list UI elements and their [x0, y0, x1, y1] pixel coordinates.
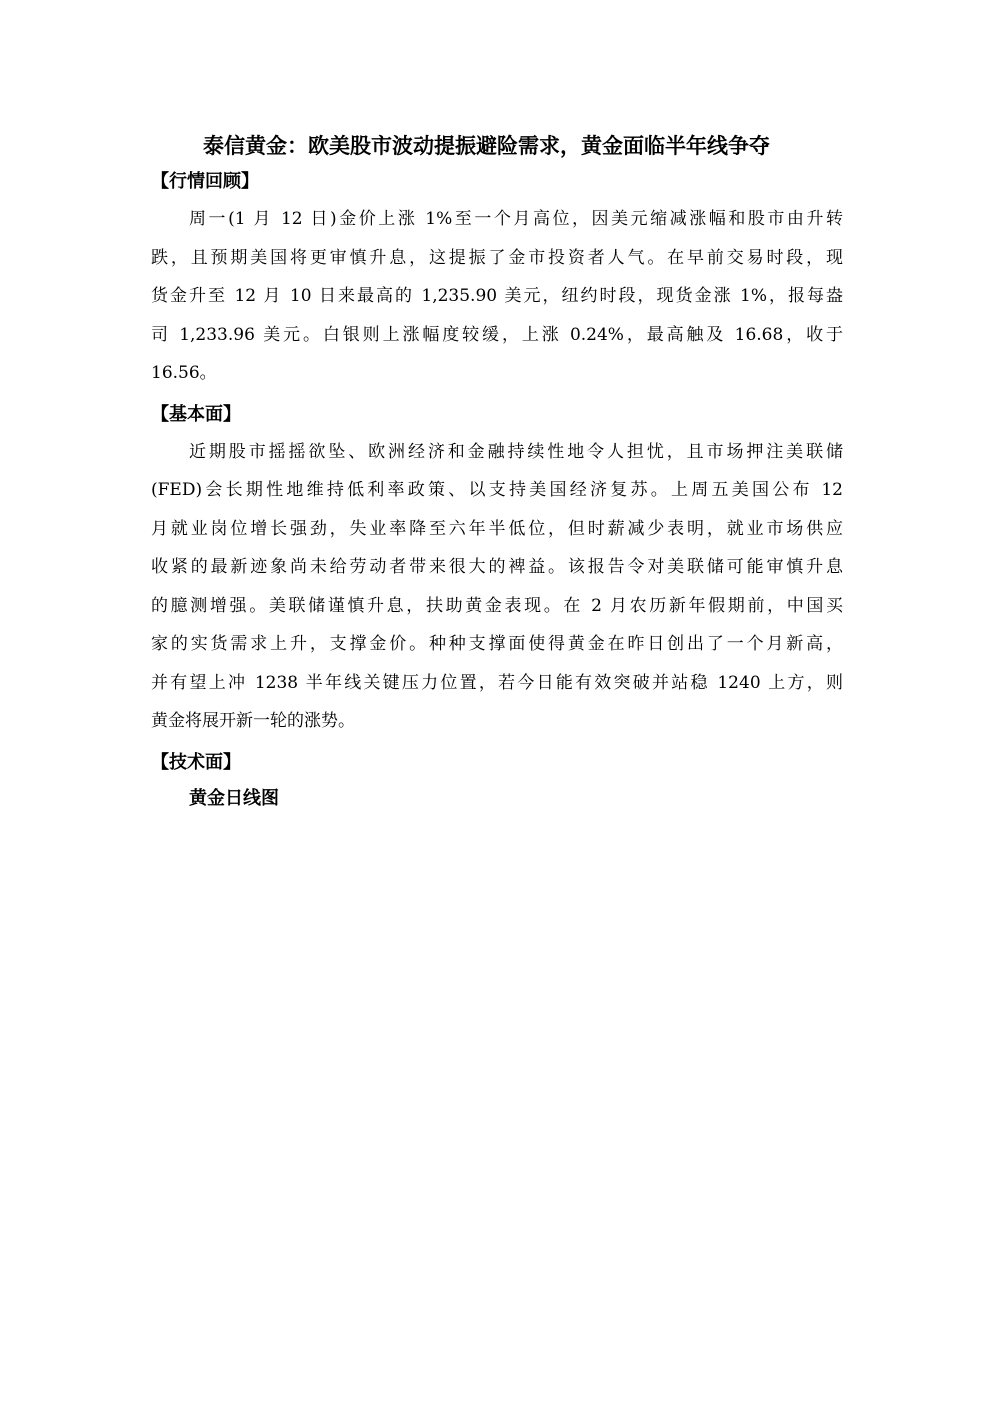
paragraph-line: 近期股市摇摇欲坠、欧洲经济和金融持续性地令人担忧，且市场押注美联储	[189, 441, 843, 462]
section-heading-market-review: 【行情回顾】	[151, 171, 259, 192]
paragraph-line: 家的实货需求上升，支撑金价。种种支撑面使得黄金在昨日创出了一个月新高，	[151, 634, 843, 654]
paragraph-line: (FED)会长期性地维持低利率政策、以支持美国经济复苏。上周五美国公布 12	[151, 480, 843, 500]
document-content	[151, 128, 843, 817]
paragraph-line: 的臆测增强。美联储谨慎升息，扶助黄金表现。在 2 月农历新年假期前，中国买	[151, 595, 843, 616]
subheading-gold-daily-chart: 黄金日线图	[189, 787, 279, 809]
paragraph-line: 月就业岗位增长强劲，失业率降至六年半低位，但时薪减少表明，就业市场供应	[151, 518, 843, 539]
paragraph-line: 跌，且预期美国将更审慎升息，这提振了金市投资者人气。在早前交易时段，现	[151, 247, 843, 268]
section-heading-technicals: 【技术面】	[151, 751, 241, 773]
paragraph-fundamentals	[151, 433, 843, 741]
document-title: 泰信黄金：欧美股市波动提振避险需求，黄金面临半年线争夺	[203, 134, 770, 158]
paragraph-line: 黄金将展开新一轮的涨势。	[151, 711, 355, 731]
section-heading-fundamentals: 【基本面】	[151, 403, 241, 425]
paragraph-line: 周一(1 月 12 日)金价上涨 1%至一个月高位，因美元缩减涨幅和股市由升转	[189, 209, 843, 229]
paragraph-market-review	[151, 200, 843, 393]
paragraph-line: 并有望上冲 1238 半年线关键压力位置，若今日能有效突破并站稳 1240 上方，则	[151, 672, 843, 693]
paragraph-line: 货金升至 12 月 10 日来最高的 1,235.90 美元，纽约时段，现货金涨 1%，报每盎	[151, 286, 843, 306]
paragraph-line: 司 1,233.96 美元。白银则上涨幅度较缓，上涨 0.24%，最高触及 16.68，收于	[151, 324, 843, 345]
paragraph-line: 16.56。	[151, 363, 217, 383]
paragraph-line: 收紧的最新迹象尚未给劳动者带来很大的裨益。该报告令对美联储可能审慎升息	[151, 557, 843, 577]
